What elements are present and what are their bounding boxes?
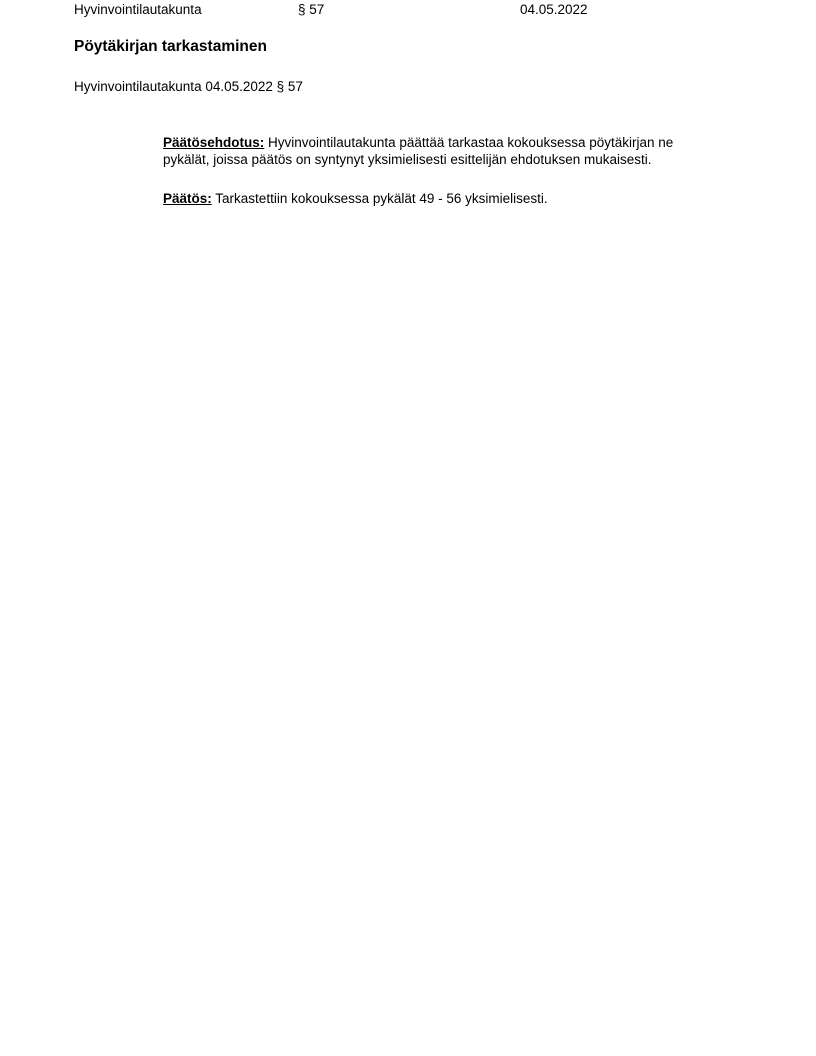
reference-line: Hyvinvointilautakunta 04.05.2022 § 57: [74, 79, 303, 94]
proposal-label: Päätösehdotus:: [163, 135, 265, 150]
decision-label: Päätös:: [163, 191, 212, 206]
proposal-paragraph: [163, 134, 679, 168]
header-section-number: § 57: [298, 2, 325, 17]
proposal-text: Hyvinvointilautakunta päättää tarkastaa kokouksessa pöytäkirjan ne pykälät, joissa päätös on syntynyt yksimielisesti esittelijän ehdotuksen mukaisesti.: [163, 135, 674, 167]
page-header: [0, 1, 816, 18]
body-text-block: [163, 134, 679, 207]
header-date: 04.05.2022: [520, 2, 588, 17]
decision-text: Tarkastettiin kokouksessa pykälät 49 - 56 yksimielisesti.: [215, 191, 548, 206]
page-title: Pöytäkirjan tarkastaminen: [74, 38, 267, 55]
header-committee-name: Hyvinvointilautakunta: [74, 2, 202, 17]
decision-paragraph: [163, 190, 679, 207]
